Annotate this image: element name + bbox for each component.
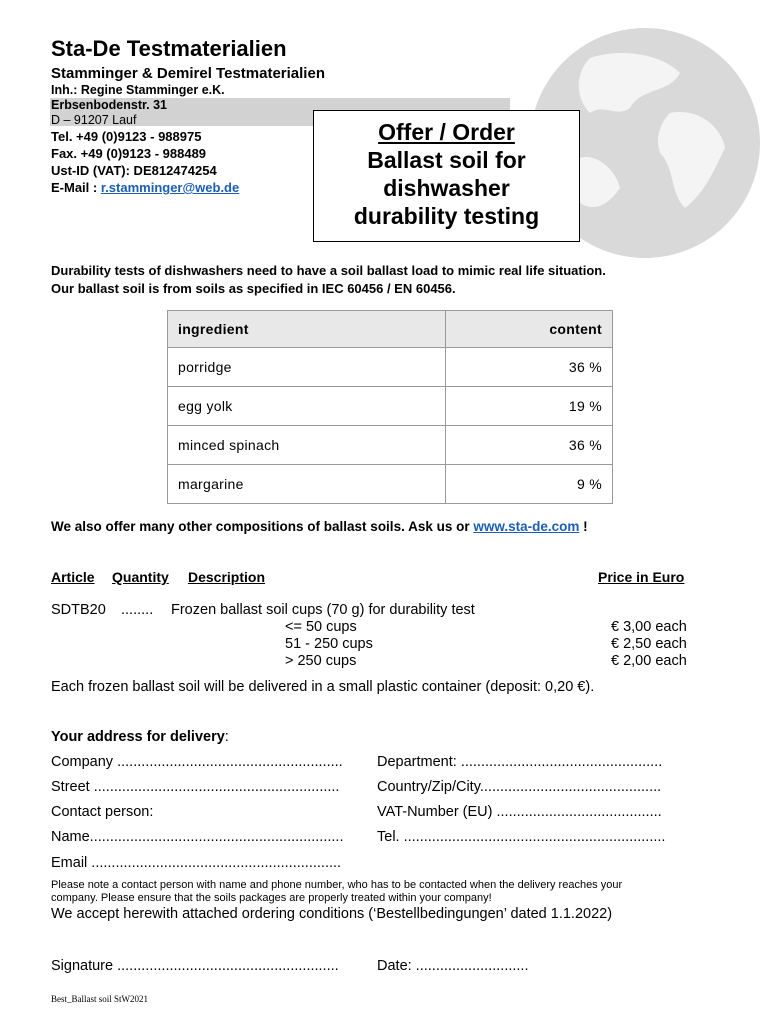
ingredient-name: egg yolk (168, 387, 446, 426)
header-quantity: Quantity (112, 569, 169, 585)
tier-price: € 2,00 each (611, 653, 687, 669)
ingredient-content: 9 % (445, 465, 612, 504)
conditions-statement: We accept herewith attached ordering conditions (‘Bestellbedingungen’ dated 1.1.2022) (51, 906, 613, 922)
table-row (168, 426, 613, 465)
ingredient-name: porridge (168, 348, 446, 387)
tel-field[interactable]: Tel. ................................................................. (377, 829, 666, 845)
ingredient-content: 19 % (445, 387, 612, 426)
email-label: E-Mail : (51, 180, 101, 195)
street: Erbsenbodenstr. 31 (51, 98, 168, 112)
tier-quantity: <= 50 cups (285, 619, 357, 635)
header-description: Description (188, 569, 266, 585)
ingredient-name: minced spinach (168, 426, 446, 465)
email-link[interactable]: r.stamminger@web.de (100, 180, 240, 195)
tier-price: € 2,50 each (611, 636, 687, 652)
offer-subtitle-3: durability testing (353, 203, 540, 229)
name-field[interactable]: Name............................................................... (51, 829, 344, 845)
footer-reference: Best_Ballast soil StW2021 (51, 994, 149, 1004)
fax: Fax. +49 (0)9123 - 988489 (51, 146, 207, 161)
company-name: Sta-De Testmaterialien (51, 36, 287, 61)
owner: Inh.: Regine Stamminger e.K. (51, 83, 225, 97)
offer-title: Offer / Order (378, 119, 515, 145)
table-row (168, 348, 613, 387)
intro-line-1: Durability tests of dishwashers need to have a soil ballast load to mimic real life situation. (51, 263, 606, 278)
tier-quantity: 51 - 250 cups (285, 636, 373, 652)
ingredient-table (167, 310, 613, 504)
table-row (168, 387, 613, 426)
contact-note-2: company. Please ensure that the soils packages are properly treated within your company! (51, 892, 492, 904)
header-article: Article (51, 569, 95, 585)
department-field[interactable]: Department: .................................................. (377, 754, 663, 770)
article-dots: ........ (121, 602, 154, 618)
company-field[interactable]: Company ........................................................ (51, 754, 343, 770)
signature-field[interactable]: Signature ....................................................... (51, 958, 339, 974)
vat-id: Ust-ID (VAT): DE812474254 (51, 163, 217, 178)
website-link[interactable]: www.sta-de.com (473, 519, 580, 534)
country-zip-city-field[interactable]: Country/Zip/City............................................. (377, 779, 662, 795)
article-description: Frozen ballast soil cups (70 g) for durability test (171, 602, 475, 618)
telephone: Tel. +49 (0)9123 - 988975 (51, 129, 202, 144)
other-compositions (51, 519, 588, 534)
header-ingredient: ingredient (168, 311, 446, 348)
city: D – 91207 Lauf (51, 113, 137, 127)
ingredient-content: 36 % (445, 426, 612, 465)
offer-subtitle-1: Ballast soil for (367, 147, 526, 173)
table-header-row (168, 311, 613, 348)
email-line (51, 180, 239, 195)
street-field[interactable]: Street ............................................................. (51, 779, 340, 795)
other-suffix: ! (579, 519, 588, 534)
tier-price: € 3,00 each (611, 619, 687, 635)
company-subtitle: Stamminger & Demirel Testmaterialien (51, 65, 325, 82)
delivery-heading-text: Your address for delivery (51, 729, 225, 745)
article-code: SDTB20 (51, 602, 106, 618)
offer-subtitle-2: dishwasher (383, 175, 510, 201)
contact-note-1: Please note a contact person with name and phone number, who has to be contacted when the delivery reaches your (51, 879, 623, 891)
delivery-heading-colon: : (224, 729, 229, 745)
ingredient-name: margarine (168, 465, 446, 504)
ingredient-content: 36 % (445, 348, 612, 387)
offer-title-box (313, 110, 580, 242)
vat-number-field[interactable]: VAT-Number (EU) ......................................... (377, 804, 662, 820)
contact-person-field[interactable]: Contact person: (51, 804, 154, 820)
deposit-note: Each frozen ballast soil will be delivered in a small plastic container (deposit: 0,20 €). (51, 679, 595, 695)
intro-line-2: Our ballast soil is from soils as specified in IEC 60456 / EN 60456. (51, 281, 456, 296)
email-field[interactable]: Email .............................................................. (51, 855, 342, 871)
header-content: content (445, 311, 612, 348)
other-text: We also offer many other compositions of ballast soils. Ask us or (51, 519, 474, 534)
header-price: Price in Euro (598, 569, 685, 585)
delivery-heading (51, 729, 229, 745)
tier-quantity: > 250 cups (285, 653, 357, 669)
date-field[interactable]: Date: ............................ (377, 958, 529, 974)
table-row (168, 465, 613, 504)
